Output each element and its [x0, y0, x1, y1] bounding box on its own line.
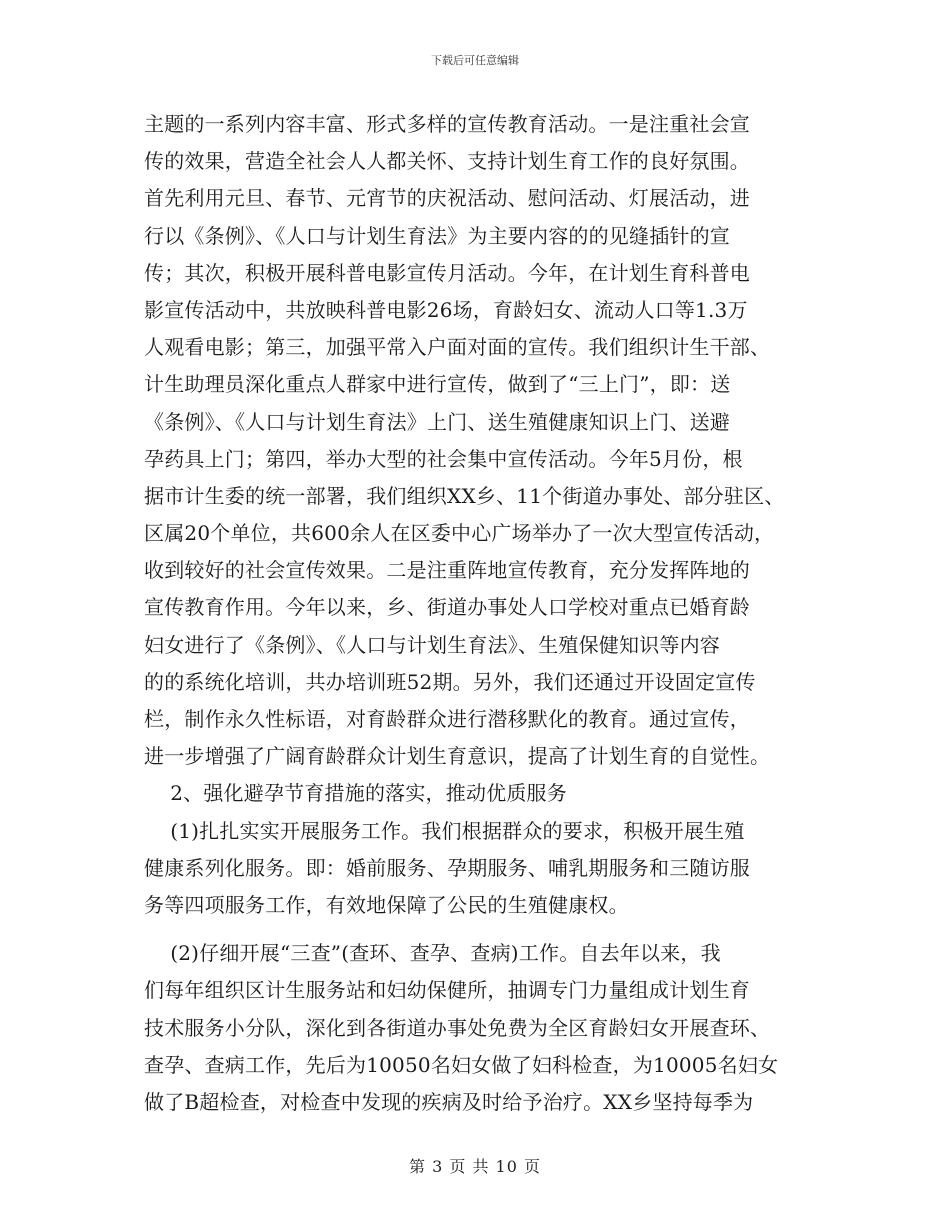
paragraph-gap — [144, 924, 804, 935]
text-line: 的的系统化培训，共办培训班52期。另外，我们还通过开设固定宣传 — [144, 669, 756, 694]
text-line: (2)仔细开展“三查”(查环、查孕、查病)工作。自去年以来，我 — [144, 941, 721, 966]
page-number: 第 3 页 共 10 页 — [409, 1157, 541, 1176]
text-line: 区属20个单位，共600余人在区委中心广场举办了一次大型宣传活动， — [144, 521, 775, 546]
page-header: 下载后可任意编辑 — [431, 54, 519, 67]
text-line: 人观看电影；第三，加强平常入户面对面的宣传。我们组织计生干部、 — [144, 335, 771, 360]
text-line: 务等四项服务工作，有效地保障了公民的生殖健康权。 — [144, 892, 629, 917]
text-line: 主题的一系列内容丰富、形式多样的宣传教育活动。一是注重社会宣 — [144, 112, 750, 136]
text-line: (1)扎扎实实开展服务工作。我们根据群众的要求，积极开展生殖 — [144, 818, 745, 843]
text-line: 做了B超检查，对检查中发现的疾病及时给予治疗。XX乡坚持每季为 — [144, 1089, 754, 1114]
text-line: 传的效果，营造全社会人人都关怀、支持计划生育工作的良好氛围。 — [144, 149, 750, 174]
text-line: 传；其次，积极开展科普电影宣传月活动。今年，在计划生育科普电 — [144, 260, 750, 285]
text-line: 行以《条例》、《人口与计划生育法》为主要内容的的见缝插针的宣 — [144, 223, 730, 248]
text-line: 计生助理员深化重点人群家中进行宣传，做到了“三上门”，即：送 — [144, 372, 731, 397]
text-line: 影宣传活动中，共放映科普电影26场，育龄妇女、流动人口等1.3万 — [144, 297, 748, 322]
text-line: 《条例》、《人口与计划生育法》上门、送生殖健康知识上门、送避 — [144, 409, 730, 434]
text-line: 收到较好的社会宣传效果。二是注重阵地宣传教育，充分发挥阵地的 — [144, 558, 750, 583]
section-heading: 2、强化避孕节育措施的落实，推动优质服务 — [144, 781, 567, 806]
text-line: 们每年组织区计生服务站和妇幼保健所，抽调专门力量组成计划生育 — [144, 978, 750, 1003]
text-line: 据市计生委的统一部署，我们组织XX乡、11个街道办事处、部分驻区、 — [144, 483, 785, 508]
text-line: 进一步增强了广阔育龄群众计划生育意识，提高了计划生育的自觉性。 — [144, 744, 771, 769]
document-body — [144, 106, 804, 1121]
text-line: 查孕、查病工作，先后为10050名妇女做了妇科检查，为10005名妇女 — [144, 1052, 779, 1077]
text-line: 宣传教育作用。今年以来，乡、街道办事处人口学校对重点已婚育龄 — [144, 595, 750, 620]
text-line: 首先利用元旦、春节、元宵节的庆祝活动、慰问活动、灯展活动，进 — [144, 186, 750, 211]
text-line: 妇女进行了《条例》、《人口与计划生育法》、生殖保健知识等内容 — [144, 632, 720, 657]
text-line: 孕药具上门；第四，举办大型的社会集中宣传活动。今年5月份，根 — [144, 446, 743, 471]
text-line: 栏，制作永久性标语，对育龄群众进行潜移默化的教育。通过宣传， — [144, 707, 750, 731]
text-line: 健康系列化服务。即：婚前服务、孕期服务、哺乳期服务和三随访服 — [144, 855, 750, 880]
text-line: 技术服务小分队，深化到各街道办事处免费为全区育龄妇女开展查环、 — [144, 1015, 771, 1040]
